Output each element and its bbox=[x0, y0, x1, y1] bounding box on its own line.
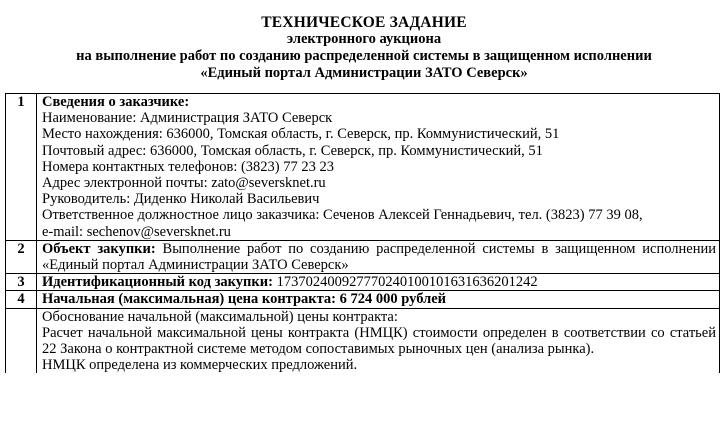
price-source-text: НМЦК определена из коммерческих предложений. bbox=[42, 357, 358, 374]
table-row-purchase-object bbox=[6, 240, 720, 273]
customer-responsible-email: e-mail: sechenov@seversknet.ru bbox=[42, 223, 231, 240]
customer-responsible-person: Ответственное должностное лицо заказчика: Сеченов Алексей Геннадьевич, тел. (3823) 77 39 08, bbox=[42, 207, 643, 224]
row-number: 3 bbox=[6, 274, 37, 291]
table-row-customer bbox=[6, 94, 720, 241]
specification-table bbox=[5, 93, 720, 373]
document-project-name: «Единый портал Администрации ЗАТО Северск» bbox=[200, 65, 528, 81]
customer-heading: Сведения о заказчике: bbox=[42, 94, 190, 110]
table-row-price-justification bbox=[6, 308, 720, 373]
purchase-object-cell bbox=[37, 240, 720, 273]
purchase-object-label: Объект закупки: bbox=[42, 240, 156, 257]
document-subtitle: электронного аукциона bbox=[286, 31, 442, 47]
table-row-purchase-code bbox=[6, 274, 720, 291]
customer-phones: Номера контактных телефонов: (3823) 77 23 23 bbox=[42, 158, 335, 175]
customer-email: Адрес электронной почты: zato@seversknet.ru bbox=[42, 175, 326, 192]
document-header bbox=[0, 14, 728, 82]
document-title: ТЕХНИЧЕСКОЕ ЗАДАНИЕ bbox=[261, 14, 467, 31]
customer-info-cell bbox=[37, 94, 720, 241]
row-number: 1 bbox=[6, 94, 37, 241]
row-number-empty bbox=[6, 308, 37, 373]
customer-name: Наименование: Администрация ЗАТО Северск bbox=[42, 110, 333, 127]
row-number: 4 bbox=[6, 291, 37, 308]
document-subject: на выполнение работ по созданию распределенной системы в защищенном исполнении bbox=[76, 48, 652, 64]
customer-location: Место нахождения: 636000, Томская область, г. Северск, пр. Коммунистический, 51 bbox=[42, 126, 560, 143]
purchase-object-text: Выполнение работ по созданию распределенной системы в защищенном исполнении «Единый портал Администрации ЗАТО Северск» bbox=[42, 240, 717, 274]
customer-postal-address: Почтовый адрес: 636000, Томская область, г. Северск, пр. Коммунистический, 51 bbox=[42, 142, 543, 159]
price-justification-cell bbox=[37, 308, 720, 373]
purchase-code-cell bbox=[37, 274, 720, 291]
price-calculation-text: Расчет начальной максимальной цены контракта (НМЦК) стоимости определен в соответствии со статьей 22 Закона о контрактной системе методом сопоставимых рыночных цен (анализа рынка). bbox=[42, 324, 716, 358]
max-price-cell: Начальная (максимальная) цена контракта: 6 724 000 рублей bbox=[37, 291, 720, 308]
row-number: 2 bbox=[6, 240, 37, 273]
price-justification-title: Обоснование начальной (максимальной) цены контракта: bbox=[42, 308, 398, 325]
purchase-code-value: 173702400927770240100101631636201242 bbox=[272, 274, 538, 291]
purchase-code-label: Идентификационный код закупки: bbox=[42, 274, 273, 291]
table-row-max-price bbox=[6, 291, 720, 308]
customer-head: Руководитель: Диденко Николай Васильевич bbox=[42, 191, 320, 208]
